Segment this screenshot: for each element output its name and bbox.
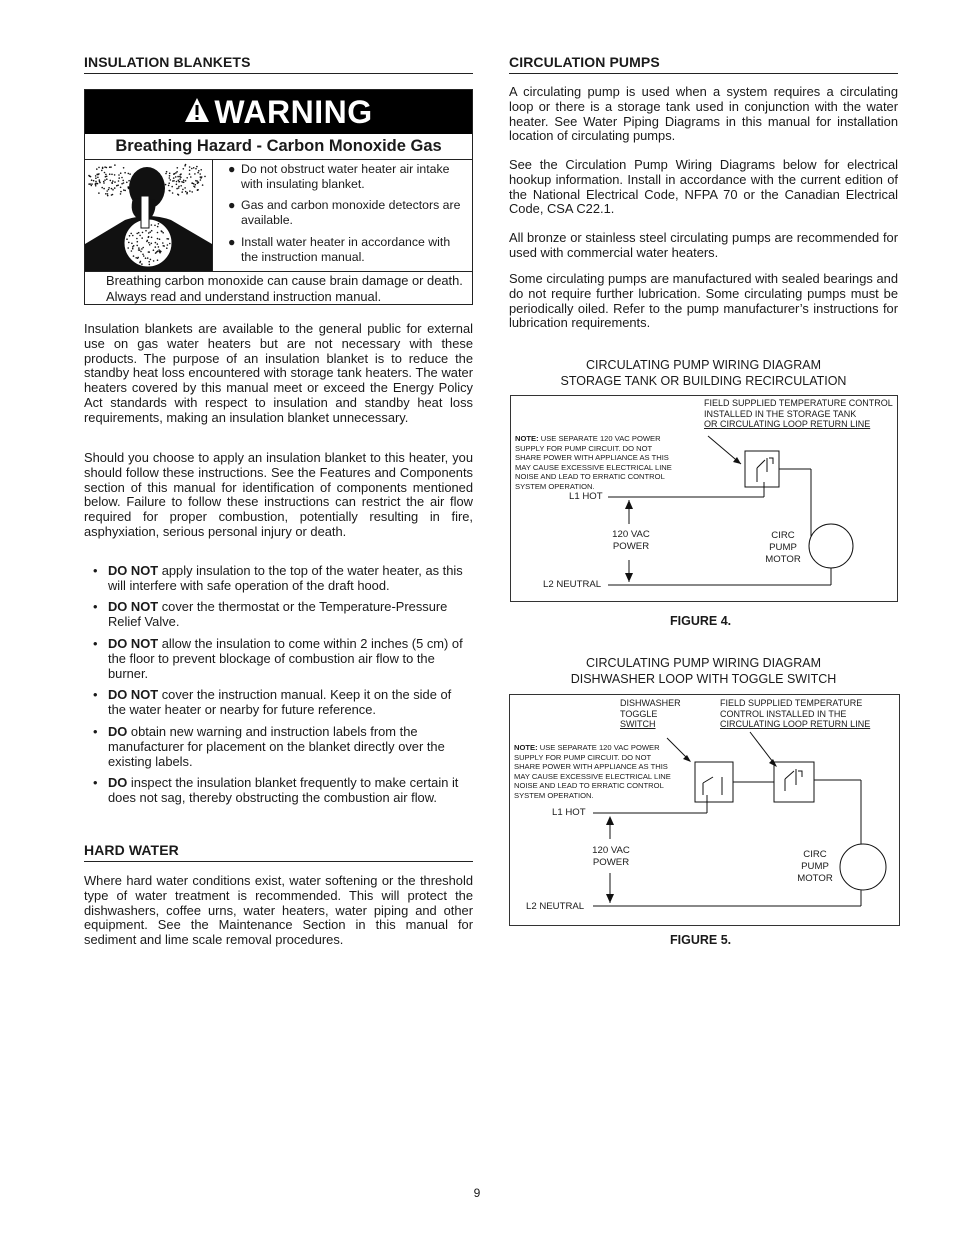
figure4-caption-line: CIRCULATING PUMP WIRING DIAGRAM — [586, 358, 821, 372]
warning-bullet-text: Gas and carbon monoxide detectors are available. — [241, 198, 461, 227]
power-label-line: POWER — [612, 541, 650, 552]
figure5-caption-line: CIRCULATING PUMP WIRING DIAGRAM — [586, 656, 821, 670]
figure5-wiring-diagram — [509, 694, 900, 926]
warning-footer — [85, 271, 472, 305]
page-number: 9 — [473, 1186, 481, 1200]
motor-label-line: CIRC — [803, 849, 827, 860]
figure5-toggle-label — [620, 698, 700, 730]
figure5-control-label-line: CIRCULATING LOOP RETURN LINE — [720, 719, 871, 729]
figure4-power-label — [604, 529, 658, 553]
breathing-hazard-pictogram — [85, 160, 213, 272]
figure4-wiring-diagram — [510, 395, 898, 602]
section-rule — [509, 73, 898, 74]
figure5-motor-label — [788, 849, 842, 885]
insulation-bullet: • DO NOT cover the thermostat or the Temperature-Pressure Relief Valve. — [93, 599, 448, 629]
warning-bullet-text: Do not obstruct water heater air intake with insulating blanket. — [241, 162, 450, 191]
section-rule — [84, 73, 473, 74]
note-bold: NOTE: — [514, 743, 538, 752]
bullet-text: obtain new warning and instruction labels from the manufacturer for placement on the blanket directly over the existing labels. — [108, 724, 445, 769]
figure5-control-label — [720, 698, 898, 730]
toggle-label-line: SWITCH — [620, 719, 656, 729]
figure5-power-label — [584, 845, 638, 869]
figure4-label: FIGURE 4. — [670, 614, 732, 628]
circulation-paragraph-2: See the Circulation Pump Wiring Diagrams below for electrical hookup information. Install in accordance with the current edition of the National Electrical Code, NFPA 70 or the Canadian Electrical Code, CSA C22.1. — [509, 157, 898, 217]
bullet-text: cover the instruction manual. Keep it on the side of the water heater or nearby for future reference. — [108, 687, 452, 717]
motor-label-line: PUMP — [801, 861, 829, 872]
figure4-l1-label: L1 HOT — [569, 491, 603, 502]
bullet-emphasis: DO NOT — [108, 599, 159, 614]
bullet-emphasis: DO — [108, 724, 128, 739]
insulation-bullet: • DO NOT cover the instruction manual. Keep it on the side of the water heater or nearby for future reference. — [93, 687, 452, 717]
insulation-paragraph-1: Insulation blankets are available to the general public for external use on gas water heaters but are not necessary with these products. The purpose of an insulation blanket is to reduce the standby heat loss encountered with storage tank heaters. The water heaters covered by this manual meet or exceed the Energy Policy Act standards with respect to insulation and standby heat loss requirements, making an insulation blanket unnecessary. — [84, 321, 473, 425]
bullet-emphasis: DO NOT — [108, 636, 159, 651]
power-label-line: 120 VAC — [592, 845, 630, 856]
bullet-emphasis: DO — [108, 775, 128, 790]
toggle-label-line: DISHWASHER — [620, 698, 681, 708]
figure4-control-label — [704, 398, 894, 430]
bullet-text: apply insulation to the top of the water heater, as this will interfere with safe operation of the draft hood. — [108, 563, 463, 593]
motor-label-line: PUMP — [769, 542, 797, 553]
circulation-paragraph-3: All bronze or stainless steel circulating pumps are recommended for used with commercial water heaters. — [509, 230, 898, 260]
insulation-blankets-heading: INSULATION BLANKETS — [84, 54, 251, 70]
warning-bullet: ● Gas and carbon monoxide detectors are available. — [228, 198, 461, 227]
figure4-control-label-line: FIELD SUPPLIED TEMPERATURE CONTROL — [704, 398, 893, 408]
power-label-line: POWER — [592, 857, 630, 868]
figure4-caption — [509, 357, 898, 389]
figure4-motor-label — [756, 530, 810, 566]
motor-label-line: MOTOR — [797, 873, 833, 884]
hard-water-paragraph: Where hard water conditions exist, water softening or the threshold type of water treatment is recommended. This will protect the dishwashers, coffee urns, water heaters, water piping and other equipment. See the Maintenance Section in this manual for sediment and lime scale removal procedures. — [84, 873, 473, 948]
warning-subtitle: Breathing Hazard - Carbon Monoxide Gas — [85, 134, 472, 160]
bullet-emphasis: DO NOT — [108, 687, 159, 702]
figure5-l2-label: L2 NEUTRAL — [526, 901, 585, 912]
figure5-caption-line: DISHWASHER LOOP WITH TOGGLE SWITCH — [570, 672, 837, 686]
note-text: USE SEPARATE 120 VAC POWER SUPPLY FOR PUMP CIRCUIT. DO NOT SHARE POWER WITH APPLIANCE AS THIS MAY CAUSE EXCESSIVE ELECTRICAL LINE NOISE AND LEAD TO ERRATIC CONTROL SYSTEM OPERATION. — [514, 743, 671, 800]
figure4-note — [515, 434, 675, 492]
warning-title: WARNING — [214, 93, 373, 130]
insulation-bullet: • DO inspect the insulation blanket frequently to make certain it does not sag, thereby obstructing the combustion air flow. — [93, 775, 459, 805]
insulation-bullet: • DO NOT allow the insulation to come within 2 inches (5 cm) of the floor to prevent blockage of combustion air flow to the burner. — [93, 636, 463, 681]
motor-label-line: MOTOR — [765, 554, 801, 565]
bullet-text: inspect the insulation blanket frequently to make certain it does not sag, thereby obstructing the combustion air flow. — [108, 775, 459, 805]
warning-box — [84, 89, 473, 305]
warning-bullet: ● Do not obstruct water heater air intake with insulating blanket. — [228, 162, 450, 191]
bullet-text: allow the insulation to come within 2 inches (5 cm) of the floor to prevent blockage of combustion air flow to the burner. — [108, 636, 463, 681]
note-bold: NOTE: — [515, 434, 539, 443]
figure4-caption-line: STORAGE TANK OR BUILDING RECIRCULATION — [560, 374, 847, 388]
warning-triangle-icon — [184, 94, 210, 131]
figure4-control-label-line: INSTALLED IN THE STORAGE TANK — [704, 408, 857, 419]
figure5-control-label-line: CONTROL INSTALLED IN THE — [720, 708, 847, 719]
warning-bullet: ● Install water heater in accordance with the instruction manual. — [228, 235, 451, 264]
circulation-paragraph-4: Some circulating pumps are manufactured with sealed bearings and do not require further lubrication. Some circulating pumps must be periodically oiled. Refer to the pump manufacturer’s instructions for lubrication requirements. — [509, 271, 898, 331]
insulation-bullet: • DO NOT apply insulation to the top of the water heater, as this will interfere with safe operation of the draft hood. — [93, 563, 463, 593]
figure4-l2-label: L2 NEUTRAL — [543, 579, 602, 590]
bullet-text: cover the thermostat or the Temperature-Pressure Relief Valve. — [108, 599, 448, 629]
insulation-bullet: • DO obtain new warning and instruction labels from the manufacturer for placement on the blanket directly over the existing labels. — [93, 724, 445, 769]
figure5-caption — [509, 655, 898, 687]
figure5-l1-label: L1 HOT — [552, 807, 586, 818]
motor-label-line: CIRC — [771, 530, 795, 541]
figure5-label: FIGURE 5. — [670, 933, 732, 947]
circulation-paragraph-1: A circulating pump is used when a system requires a circulating loop or there is a storage tank used in conjunction with the water heater. See Water Piping Diagrams in this manual for installation location of circulating pumps. — [509, 84, 898, 144]
warning-footer-text: Breathing carbon monoxide can cause brain damage or death. Always read and understand instruction manual. — [106, 273, 463, 304]
figure5-note — [514, 743, 674, 801]
figure4-control-label-line: OR CIRCULATING LOOP RETURN LINE — [704, 419, 871, 429]
figure5-control-label-line: FIELD SUPPLIED TEMPERATURE — [720, 698, 863, 708]
warning-bullet-text: Install water heater in accordance with the instruction manual. — [241, 235, 451, 264]
circulation-pumps-heading: CIRCULATION PUMPS — [509, 54, 660, 70]
note-text: USE SEPARATE 120 VAC POWER SUPPLY FOR PUMP CIRCUIT. DO NOT SHARE POWER WITH APPLIANCE AS THIS MAY CAUSE EXCESSIVE ELECTRICAL LINE NOISE AND LEAD TO ERRATIC CONTROL SYSTEM OPERATION. — [515, 434, 672, 491]
toggle-label-line: TOGGLE — [620, 708, 658, 719]
hard-water-heading: HARD WATER — [84, 842, 179, 858]
bullet-emphasis: DO NOT — [108, 563, 159, 578]
insulation-paragraph-2: Should you choose to apply an insulation blanket to this heater, you should follow these instructions. See the Features and Components section of this manual for identification of components mentioned below. Failure to follow these instructions can restrict the air flow required for proper combustion, potentially resulting in fire, asphyxiation, serious personal injury or death. — [84, 450, 473, 539]
warning-banner — [85, 90, 472, 134]
section-rule — [84, 861, 473, 862]
power-label-line: 120 VAC — [612, 529, 650, 540]
